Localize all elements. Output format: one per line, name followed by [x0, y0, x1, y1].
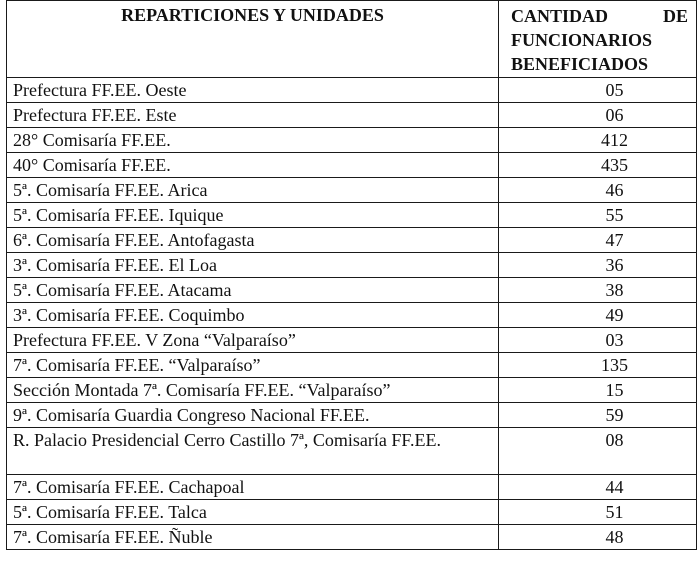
count-cell: 38 [499, 278, 697, 303]
unit-cell: 7ª. Comisaría FF.EE. Ñuble [7, 525, 499, 550]
header-count-line-1: CANTIDAD DE [511, 6, 688, 26]
count-cell: 44 [499, 475, 697, 500]
table-row [7, 303, 697, 328]
count-cell: 435 [499, 153, 697, 178]
count-cell: 08 [499, 428, 697, 475]
table-row [7, 328, 697, 353]
unit-cell: 5ª. Comisaría FF.EE. Iquique [7, 203, 499, 228]
unit-cell: Sección Montada 7ª. Comisaría FF.EE. “Valparaíso” [7, 378, 499, 403]
beneficiaries-table [6, 0, 697, 550]
count-cell: 55 [499, 203, 697, 228]
unit-cell: 9ª. Comisaría Guardia Congreso Nacional FF.EE. [7, 403, 499, 428]
unit-cell: Prefectura FF.EE. Oeste [7, 78, 499, 103]
unit-cell: 6ª. Comisaría FF.EE. Antofagasta [7, 228, 499, 253]
count-cell: 15 [499, 378, 697, 403]
unit-cell: R. Palacio Presidencial Cerro Castillo 7ª, Comisaría FF.EE. [7, 428, 499, 475]
unit-cell: 7ª. Comisaría FF.EE. “Valparaíso” [7, 353, 499, 378]
table-row [7, 500, 697, 525]
table-row [7, 378, 697, 403]
table-row [7, 403, 697, 428]
header-count-line-3: BENEFICIADOS [511, 54, 649, 74]
table-row [7, 253, 697, 278]
count-cell: 51 [499, 500, 697, 525]
count-cell: 46 [499, 178, 697, 203]
unit-cell: 3ª. Comisaría FF.EE. Coquimbo [7, 303, 499, 328]
count-cell: 59 [499, 403, 697, 428]
header-row [7, 1, 697, 78]
table-row [7, 228, 697, 253]
unit-cell: 5ª. Comisaría FF.EE. Talca [7, 500, 499, 525]
table-row [7, 428, 697, 475]
table-row [7, 203, 697, 228]
table-row [7, 103, 697, 128]
count-cell: 05 [499, 78, 697, 103]
count-cell: 06 [499, 103, 697, 128]
header-count [499, 1, 697, 78]
count-cell: 03 [499, 328, 697, 353]
table-row [7, 353, 697, 378]
count-cell: 412 [499, 128, 697, 153]
table-row [7, 278, 697, 303]
unit-cell: 7ª. Comisaría FF.EE. Cachapoal [7, 475, 499, 500]
unit-cell: Prefectura FF.EE. Este [7, 103, 499, 128]
table-row [7, 178, 697, 203]
header-count-line-2: FUNCIONARIOS [511, 30, 653, 50]
table-row [7, 78, 697, 103]
count-cell: 47 [499, 228, 697, 253]
unit-cell: Prefectura FF.EE. V Zona “Valparaíso” [7, 328, 499, 353]
count-cell: 36 [499, 253, 697, 278]
unit-cell: 5ª. Comisaría FF.EE. Atacama [7, 278, 499, 303]
unit-cell: 5ª. Comisaría FF.EE. Arica [7, 178, 499, 203]
table-row [7, 153, 697, 178]
table-row [7, 525, 697, 550]
count-cell: 48 [499, 525, 697, 550]
header-units: REPARTICIONES Y UNIDADES [7, 1, 499, 78]
unit-cell: 28° Comisaría FF.EE. [7, 128, 499, 153]
count-cell: 135 [499, 353, 697, 378]
unit-cell: 3ª. Comisaría FF.EE. El Loa [7, 253, 499, 278]
table-row [7, 475, 697, 500]
table-row [7, 128, 697, 153]
unit-cell: 40° Comisaría FF.EE. [7, 153, 499, 178]
count-cell: 49 [499, 303, 697, 328]
